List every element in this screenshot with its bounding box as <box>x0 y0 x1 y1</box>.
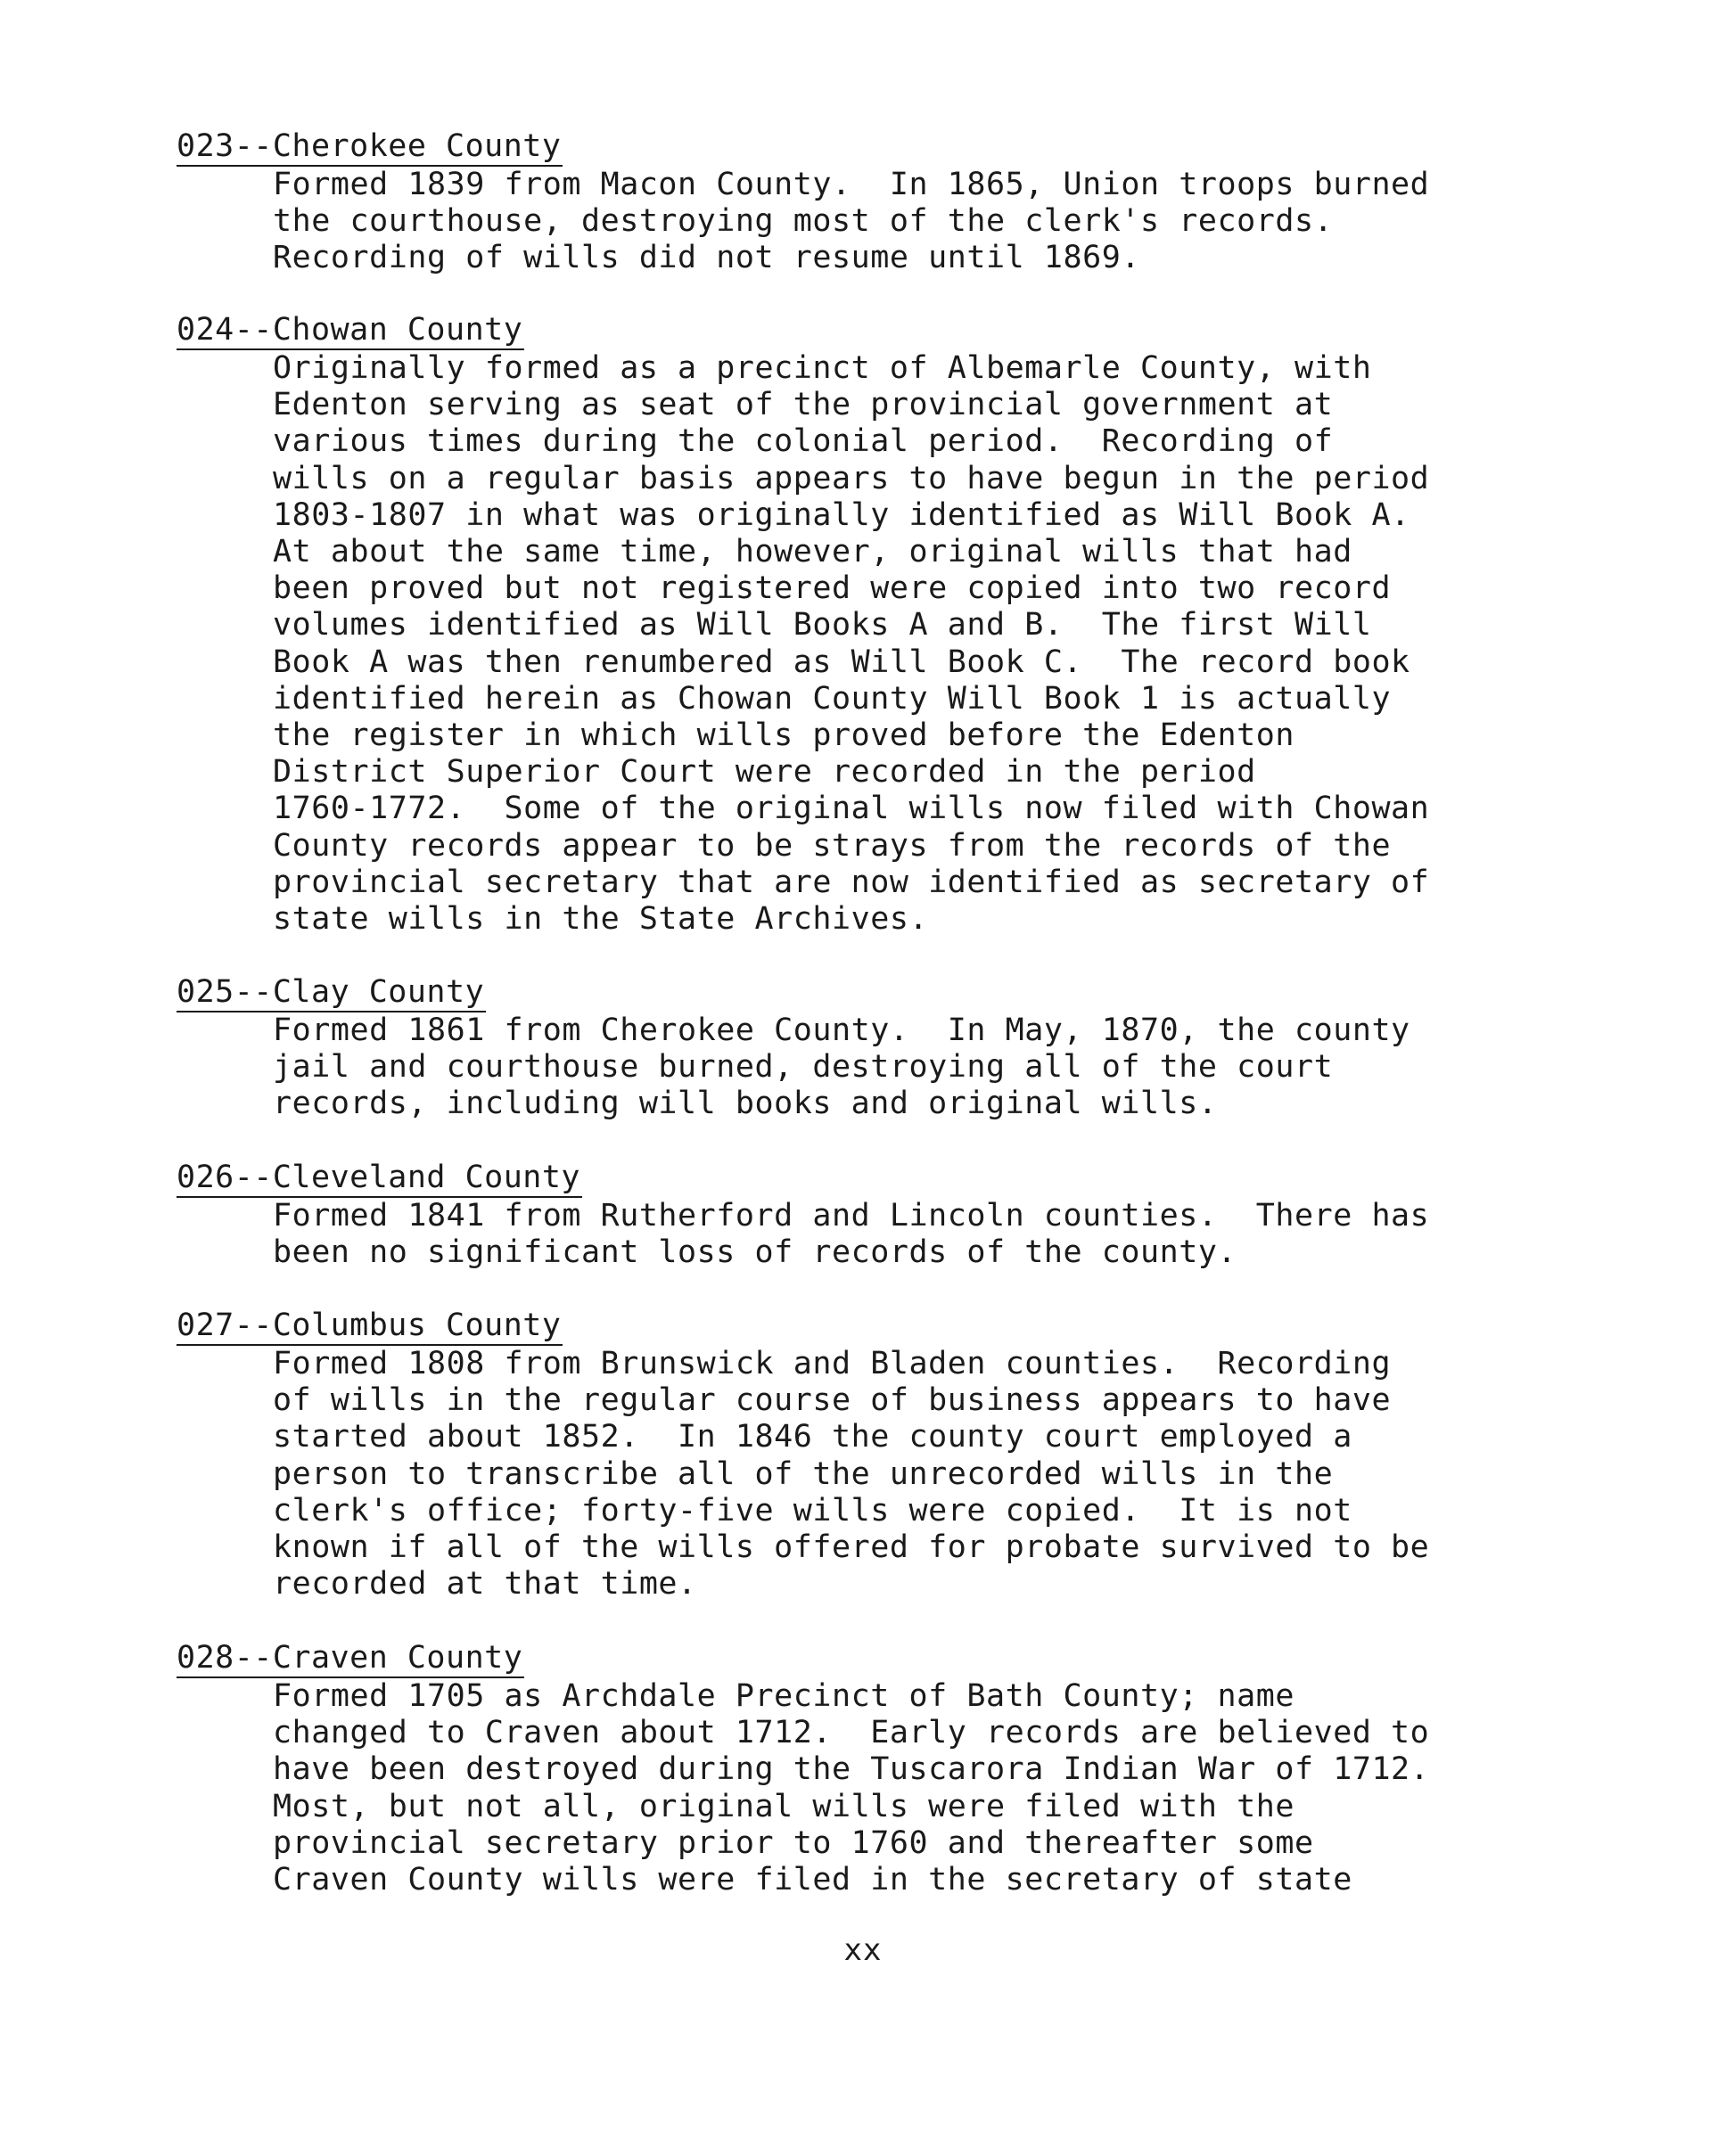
entry-clay-county <box>177 974 1496 1123</box>
body-line: Craven County wills were filed in the secretary of state <box>273 1862 1352 1898</box>
body-line: been proved but not registered were copied into two record <box>273 570 1392 607</box>
body-line: County records appear to be strays from the records of the <box>273 827 1392 864</box>
entry-cherokee-county <box>177 128 1496 277</box>
body-line: provincial secretary prior to 1760 and thereafter some <box>273 1824 1314 1861</box>
body-line: person to transcribe all of the unrecorded wills in the <box>273 1455 1334 1492</box>
entry-heading: 024--Chowan County <box>177 312 524 350</box>
entry-body <box>273 1678 1496 1898</box>
body-line: volumes identified as Will Books A and B. The first Will <box>273 607 1372 644</box>
body-line: wills on a regular basis appears to have begun in the period <box>273 460 1430 496</box>
body-line: various times during the colonial period. Recording of <box>273 423 1334 460</box>
entry-heading: 025--Clay County <box>177 974 486 1012</box>
body-line: records, including will books and original wills. <box>273 1086 1218 1122</box>
body-line: changed to Craven about 1712. Early records are believed to <box>273 1715 1430 1751</box>
body-line: Formed 1705 as Archdale Precinct of Bath County; name <box>273 1678 1294 1714</box>
page-number: xx <box>843 1932 883 1968</box>
body-line: recorded at that time. <box>273 1566 697 1603</box>
body-line: Recording of wills did not resume until 1869. <box>273 240 1140 276</box>
entry-cleveland-county <box>177 1160 1496 1271</box>
body-line: of wills in the regular course of business appears to have <box>273 1382 1392 1419</box>
body-line: known if all of the wills offered for probate survived to be <box>273 1529 1430 1566</box>
body-line: Formed 1808 from Brunswick and Bladen counties. Recording <box>273 1346 1392 1381</box>
entry-heading: 023--Cherokee County <box>177 128 563 167</box>
body-line: Formed 1861 from Cherokee County. In May, 1870, the county <box>273 1012 1410 1048</box>
body-line: 1760-1772. Some of the original wills now filed with Chowan <box>273 791 1430 827</box>
body-line: Book A was then renumbered as Will Book C. The record book <box>273 644 1410 680</box>
body-line: identified herein as Chowan County Will Book 1 is actually <box>273 680 1392 717</box>
body-line: Originally formed as a precinct of Albemarle County, with <box>273 350 1372 386</box>
body-line: Formed 1841 from Rutherford and Lincoln counties. There has <box>273 1198 1430 1234</box>
body-line: have been destroyed during the Tuscarora Indian War of 1712. <box>273 1751 1430 1788</box>
entry-heading: 028--Craven County <box>177 1640 524 1678</box>
body-line: started about 1852. In 1846 the county court employed a <box>273 1419 1352 1455</box>
entry-heading: 027--Columbus County <box>177 1308 563 1346</box>
body-line: 1803-1807 in what was originally identified as Will Book A. <box>273 496 1410 533</box>
entry-body <box>273 1012 1496 1123</box>
body-line: At about the same time, however, original wills that had <box>273 534 1352 570</box>
entry-heading: 026--Cleveland County <box>177 1160 582 1198</box>
entry-body <box>273 167 1496 277</box>
entry-body <box>273 350 1496 938</box>
entry-chowan-county <box>177 312 1496 938</box>
body-line: Formed 1839 from Macon County. In 1865, Union troops burned <box>273 167 1430 202</box>
body-line: District Superior Court were recorded in the period <box>273 754 1256 791</box>
body-line: Edenton serving as seat of the provincial government at <box>273 387 1334 423</box>
body-line: clerk's office; forty-five wills were copied. It is not <box>273 1492 1352 1529</box>
body-line: Most, but not all, original wills were filed with the <box>273 1788 1294 1824</box>
entry-body <box>273 1346 1496 1603</box>
entry-body <box>273 1198 1496 1271</box>
body-line: the register in which wills proved before the Edenton <box>273 717 1294 754</box>
body-line: the courthouse, destroying most of the clerk's records. <box>273 203 1334 240</box>
body-line: provincial secretary that are now identified as secretary of <box>273 864 1430 900</box>
entry-columbus-county <box>177 1308 1496 1603</box>
entry-craven-county <box>177 1640 1496 1898</box>
body-line: state wills in the State Archives. <box>273 901 929 938</box>
body-line: been no significant loss of records of the county. <box>273 1234 1237 1271</box>
body-line: jail and courthouse burned, destroying all of the court <box>273 1049 1334 1086</box>
